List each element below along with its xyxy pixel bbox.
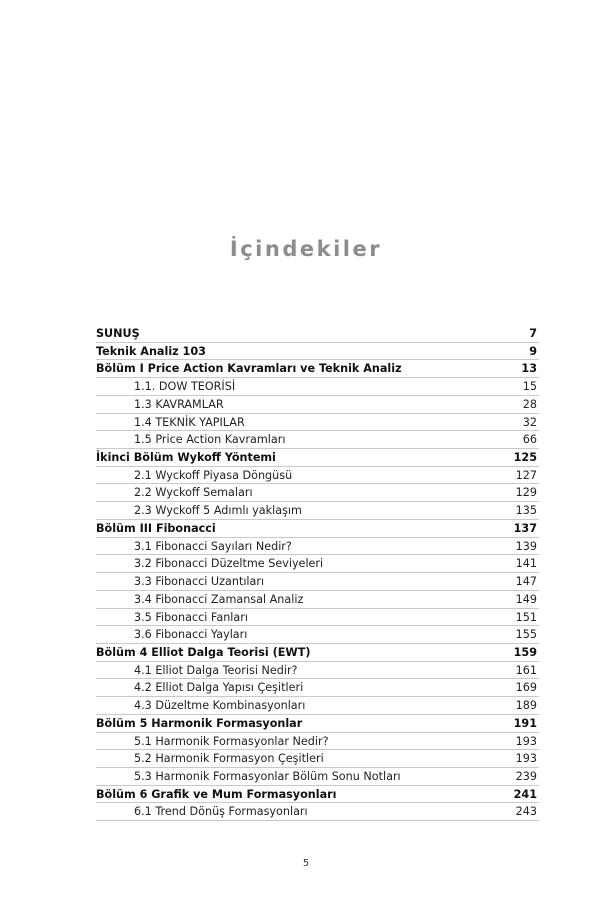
toc-page-number: 9 (529, 344, 537, 358)
toc-entry-title: 3.1 Fibonacci Sayıları Nedir? (134, 539, 292, 553)
toc-entry[interactable] (96, 555, 539, 573)
toc-entry[interactable] (96, 343, 539, 361)
toc-entry[interactable] (96, 626, 539, 644)
toc-entry[interactable] (96, 502, 539, 520)
toc-page-number: 193 (515, 752, 537, 766)
toc-entry[interactable] (96, 414, 539, 432)
toc-entry-title: 3.3 Fibonacci Uzantıları (134, 575, 265, 589)
page-title: İçindekiler (229, 237, 383, 262)
toc-page-number: 191 (513, 716, 537, 730)
toc-entry[interactable] (96, 378, 539, 396)
toc-entry[interactable] (96, 733, 539, 751)
toc-entry-title: 1.3 KAVRAMLAR (134, 397, 224, 411)
toc-entry[interactable] (96, 644, 539, 662)
toc-entry[interactable] (96, 662, 539, 680)
toc-entry-title: 2.1 Wyckoff Piyasa Döngüsü (134, 468, 293, 482)
toc-entry-title: 3.6 Fibonacci Yayları (134, 628, 248, 642)
toc-entry-title: 4.3 Düzeltme Kombinasyonları (134, 699, 306, 713)
toc-page-number: 151 (515, 610, 537, 624)
toc-entry-title: 4.1 Elliot Dalga Teorisi Nedir? (134, 663, 298, 677)
toc-entry[interactable] (96, 431, 539, 449)
toc-page-number: 13 (521, 362, 537, 376)
toc-page-number: 147 (515, 575, 537, 589)
toc-entry[interactable] (96, 538, 539, 556)
toc-entry-title: 3.4 Fibonacci Zamansal Analiz (134, 592, 304, 606)
toc-entry[interactable] (96, 467, 539, 485)
toc-entry-title: 3.2 Fibonacci Düzeltme Seviyeleri (134, 557, 324, 571)
toc-entry[interactable] (96, 715, 539, 733)
toc-entry-title: Bölüm I Price Action Kavramları ve Teknik Analiz (96, 362, 402, 376)
toc-page-number: 32 (522, 415, 537, 429)
toc-entry-title: 1.1. DOW TEORİSİ (134, 380, 236, 394)
toc-page-number: 161 (515, 663, 537, 677)
toc-entry[interactable] (96, 573, 539, 591)
toc-page-number: 127 (515, 468, 537, 482)
toc-entry[interactable] (96, 697, 539, 715)
toc-entry[interactable] (96, 750, 539, 768)
toc-entry-title: 1.5 Price Action Kavramları (134, 433, 286, 447)
toc-entry-title: Bölüm 5 Harmonik Formasyonlar (96, 716, 303, 730)
toc-entry-title: Bölüm III Fibonacci (96, 521, 216, 535)
toc-page-number: 243 (515, 805, 537, 819)
toc-page-number: 193 (515, 734, 537, 748)
toc-entry[interactable] (96, 609, 539, 627)
toc-page-number: 129 (515, 486, 537, 500)
toc-entry-title: 5.3 Harmonik Formasyonlar Bölüm Sonu Notları (134, 769, 401, 783)
table-of-contents (96, 325, 539, 821)
toc-page-number: 137 (513, 521, 537, 535)
toc-page-number: 239 (515, 769, 537, 783)
toc-entry-title: 6.1 Trend Dönüş Formasyonları (134, 805, 308, 819)
toc-entry[interactable] (96, 803, 539, 821)
toc-page-number: 139 (515, 539, 537, 553)
toc-entry[interactable] (96, 591, 539, 609)
toc-page-number: 141 (515, 557, 537, 571)
toc-entry[interactable] (96, 449, 539, 467)
toc-entry-title: 2.2 Wyckoff Semaları (134, 486, 253, 500)
toc-page-number: 241 (513, 787, 537, 801)
toc-entry[interactable] (96, 520, 539, 538)
toc-page-number: 135 (515, 504, 537, 518)
toc-entry-title: 3.5 Fibonacci Fanları (134, 610, 248, 624)
toc-entry-title: Bölüm 4 Elliot Dalga Teorisi (EWT) (96, 645, 311, 659)
toc-entry[interactable] (96, 325, 539, 343)
toc-entry-title: Teknik Analiz 103 (96, 344, 206, 358)
toc-page-number: 169 (515, 681, 537, 695)
toc-entry-title: SUNUŞ (96, 327, 140, 340)
toc-page-number: 7 (529, 327, 537, 340)
toc-entry-title: 1.4 TEKNİK YAPILAR (134, 415, 245, 429)
toc-entry-title: İkinci Bölüm Wykoff Yöntemi (96, 451, 276, 465)
toc-page-number: 155 (515, 628, 537, 642)
toc-entry[interactable] (96, 396, 539, 414)
toc-entry-title: 5.1 Harmonik Formasyonlar Nedir? (134, 734, 329, 748)
toc-entry[interactable] (96, 768, 539, 786)
toc-entry[interactable] (96, 679, 539, 697)
toc-entry[interactable] (96, 786, 539, 804)
toc-entry-title: 2.3 Wyckoff 5 Adımlı yaklaşım (134, 504, 302, 518)
toc-page-number: 125 (513, 451, 537, 465)
toc-page-number: 28 (522, 397, 537, 411)
toc-entry-title: 4.2 Elliot Dalga Yapısı Çeşitleri (134, 681, 304, 695)
toc-entry-title: 5.2 Harmonik Formasyon Çeşitleri (134, 752, 324, 766)
toc-page-number: 15 (522, 380, 537, 394)
toc-page-number: 159 (513, 645, 537, 659)
toc-entry-title: Bölüm 6 Grafik ve Mum Formasyonları (96, 787, 337, 801)
toc-page-number: 149 (515, 592, 537, 606)
toc-page-number: 189 (515, 699, 537, 713)
toc-entry[interactable] (96, 484, 539, 502)
footer-page-number: 5 (302, 858, 310, 869)
toc-entry[interactable] (96, 360, 539, 378)
toc-page-number: 66 (522, 433, 537, 447)
